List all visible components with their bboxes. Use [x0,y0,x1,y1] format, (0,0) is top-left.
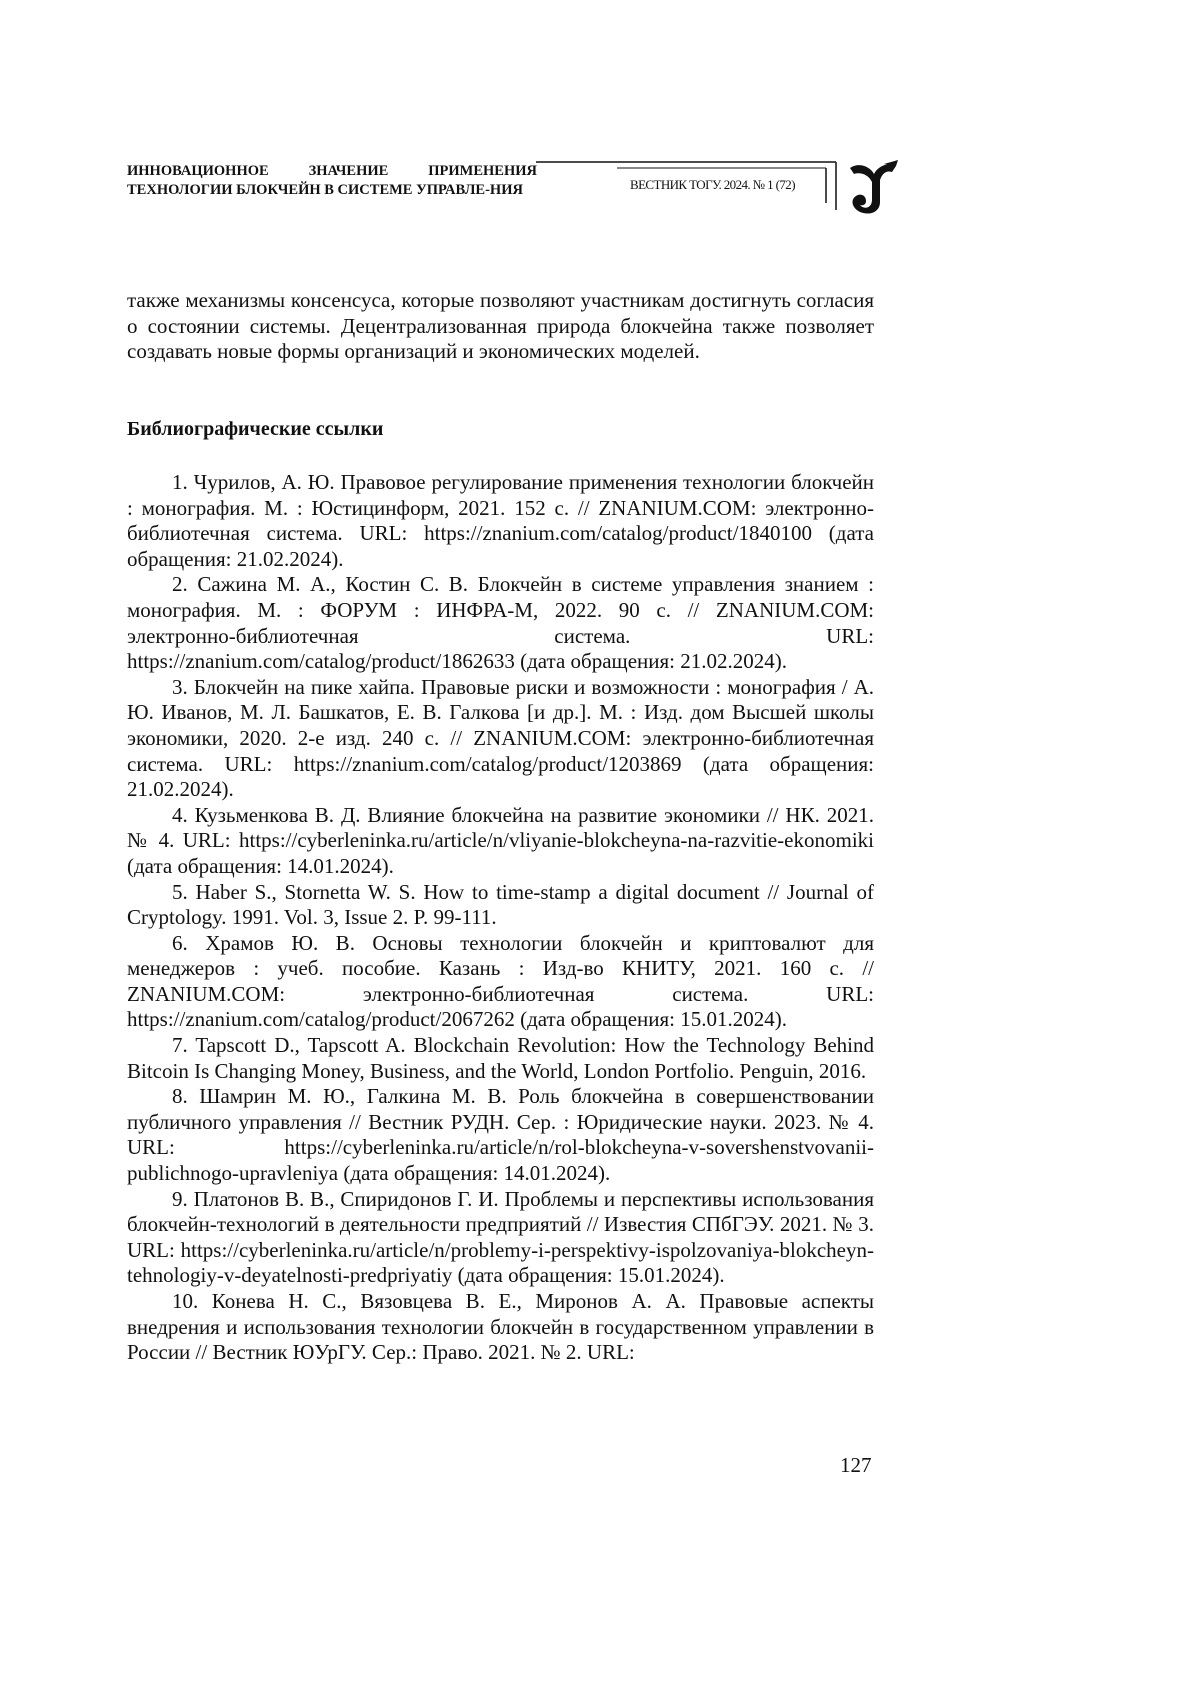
page-number: 127 [840,1453,872,1477]
journal-logo-icon [844,158,900,218]
header-rules [0,0,1200,260]
running-header-title: ИННОВАЦИОННОЕ ЗНАЧЕНИЕ ПРИМЕНЕНИЯ ТЕХНОЛОГИИ БЛОКЧЕЙН В СИСТЕМЕ УПРАВЛЕ-НИЯ [127,163,537,198]
reference-item: 3. Блокчейн на пике хайпа. Правовые риски и возможности : монография / А. Ю. Иванов, М. Л. Башкатов, Е. В. Галкова [и др.]. М. : Изд. дом Высшей школы экономики, 2020. 2-е изд. 240 с. // ZNANIUM.COM: электронно-библиотечная система. URL: https://znanium.com/catalog/product/1203869 (дата обращения: 21.02.2024). [127,674,874,802]
reference-item: 9. Платонов В. В., Спиридонов Г. И. Проблемы и перспективы использования блокчейн-технологий в деятельности предприятий // Известия СПбГЭУ. 2021. № 3. URL: https://cyberleninka.ru/article/n/problemy-i-perspektivy-ispolzovaniya-blokcheyn-tehnologiy-v-deyatelnosti-predpriyatiy (дата обращения: 15.01.2024). [127,1186,874,1288]
reference-item: 8. Шамрин М. Ю., Галкина М. В. Роль блокчейна в совершенствовании публичного управления // Вестник РУДН. Сер. : Юридические науки. 2023. № 4. URL: https://cyberleninka.ru/article/n/rol-blokcheyna-v-sovershenstvovanii-publichnogo-upravleniya (дата обращения: 14.01.2024). [127,1084,874,1186]
reference-item: 2. Сажина М. А., Костин С. В. Блокчейн в системе управления знанием : монография. М. : ФОРУМ : ИНФРА-М, 2022. 90 с. // ZNANIUM.COM: электронно-библиотечная система. URL: https://znanium.com/catalog/product/1862633 (дата обращения: 21.02.2024). [127,572,874,674]
section-heading: Библиографические ссылки [127,418,384,440]
reference-item: 10. Конева Н. С., Вязовцева В. Е., Миронов А. А. Правовые аспекты внедрения и использования технологии блокчейн в государственном управлении в России // Вестник ЮУрГУ. Сер.: Право. 2021. № 2. URL: [127,1289,874,1365]
intro-paragraph: также механизмы консенсуса, которые позволяют участникам достигнуть согласия о состоянии системы. Децентрализованная природа блокчейна также позволяет создавать новые формы организаций и экономических моделей. [127,288,874,364]
reference-item: 5. Haber S., Stornetta W. S. How to time-stamp a digital document // Journal of Cryptology. 1991. Vol. 3, Issue 2. P. 99-111. [127,879,874,930]
reference-list [127,470,874,1366]
reference-item: 6. Храмов Ю. В. Основы технологии блокчейн и криптовалют для менеджеров : учеб. пособие. Казань : Изд-во КНИТУ, 2021. 160 с. // ZNANIUM.COM: электронно-библиотечная система. URL: https://znanium.com/catalog/product/2067262 (дата обращения: 15.01.2024). [127,930,874,1032]
journal-header: ВЕСТНИК ТОГУ. 2024. № 1 (72) [630,177,795,192]
reference-item: 7. Tapscott D., Tapscott A. Blockchain Revolution: How the Technology Behind Bitcoin Is Changing Money, Business, and the World, London Portfolio. Penguin, 2016. [127,1033,874,1083]
reference-item: 1. Чурилов, А. Ю. Правовое регулирование применения технологии блокчейн : монография. М. : Юстицинформ, 2021. 152 с. // ZNANIUM.COM: электронно-библиотечная система. URL: https://znanium.com/catalog/product/1840100 (дата обращения: 21.02.2024). [127,470,874,571]
reference-item: 4. Кузьменкова В. Д. Влияние блокчейна на развитие экономики // НК. 2021. № 4. URL: https://cyberleninka.ru/article/n/vliyanie-blokcheyna-na-razvitie-ekonomiki (дата обращения: 14.01.2024). [127,802,874,878]
